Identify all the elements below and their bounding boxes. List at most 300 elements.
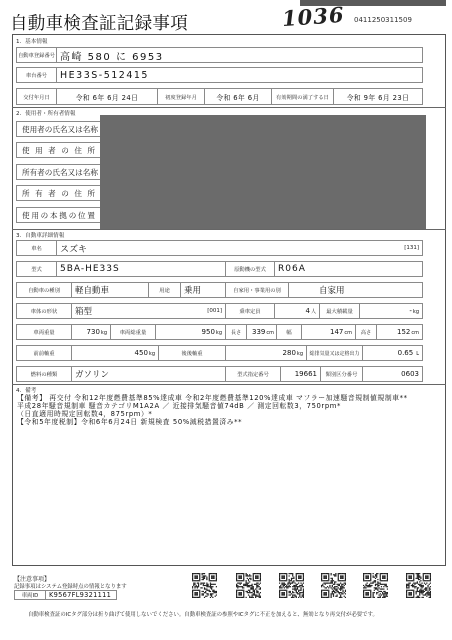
- qr-module: [406, 590, 407, 591]
- qr-module: [387, 592, 388, 593]
- qr-module: [341, 580, 342, 581]
- width-value: [301, 324, 356, 340]
- qr-module: [426, 575, 427, 576]
- qr-module: [289, 591, 290, 592]
- qr-module: [209, 577, 210, 578]
- qr-module: [194, 594, 195, 595]
- qr-module: [332, 580, 333, 581]
- qr-module: [196, 590, 197, 591]
- qr-code: [192, 573, 217, 598]
- qr-module: [248, 586, 249, 587]
- qr-module: [286, 573, 287, 574]
- qr-module: [243, 587, 244, 588]
- qr-module: [345, 575, 346, 576]
- max-load-number: -: [409, 307, 412, 315]
- qr-module: [253, 587, 254, 588]
- capacity-number: 4: [305, 307, 310, 315]
- qr-module: [253, 588, 254, 589]
- qr-code: [321, 573, 346, 598]
- qr-module: [246, 591, 247, 592]
- qr-module: [216, 574, 217, 575]
- qr-module: [237, 583, 238, 584]
- qr-module: [260, 587, 261, 588]
- qr-module: [192, 574, 193, 575]
- qr-module: [284, 592, 285, 593]
- document-title: 自動車検査証記録事項: [10, 14, 188, 34]
- qr-module: [332, 585, 333, 586]
- qr-module: [406, 586, 407, 587]
- qr-module: [303, 573, 304, 574]
- qr-module: [243, 591, 244, 592]
- vehicle-id-value: K9567FL9321111: [45, 590, 117, 600]
- qr-module: [376, 584, 377, 585]
- length-number: 339: [252, 328, 266, 336]
- qr-module: [430, 594, 431, 595]
- qr-module: [255, 588, 256, 589]
- qr-module: [286, 574, 287, 575]
- qr-module: [332, 586, 333, 587]
- qr-module: [279, 592, 280, 593]
- qr-module: [328, 577, 329, 578]
- qr-module: [303, 590, 304, 591]
- qr-module: [303, 575, 304, 576]
- height-unit: cm: [411, 330, 419, 336]
- qr-module: [203, 573, 204, 574]
- section-divider: [12, 229, 446, 230]
- qr-module: [384, 585, 385, 586]
- qr-module: [344, 587, 345, 588]
- qr-module: [321, 596, 322, 597]
- qr-module: [260, 583, 261, 584]
- qr-module: [340, 588, 341, 589]
- qr-module: [369, 586, 370, 587]
- qr-module: [427, 580, 428, 581]
- qr-module: [292, 581, 293, 582]
- owner-address-label: [16, 185, 101, 201]
- qr-module: [328, 590, 329, 591]
- qr-module: [215, 596, 216, 597]
- qr-module: [296, 584, 297, 585]
- qr-module: [378, 585, 379, 586]
- qr-module: [243, 597, 244, 598]
- qr-module: [279, 578, 280, 579]
- qr-module: [199, 575, 200, 576]
- registration-number-label: 自動車登録番号: [16, 47, 57, 63]
- qr-module: [363, 593, 364, 594]
- qr-module: [291, 579, 292, 580]
- qr-module: [384, 597, 385, 598]
- qr-module: [297, 592, 298, 593]
- qr-module: [345, 580, 346, 581]
- qr-module: [406, 594, 407, 595]
- qr-module: [382, 588, 383, 589]
- qr-module: [339, 597, 340, 598]
- qr-module: [421, 586, 422, 587]
- qr-module: [416, 592, 417, 593]
- vehicle-id-label: 車両ID: [14, 590, 46, 600]
- qr-module: [289, 594, 290, 595]
- qr-module: [425, 584, 426, 585]
- qr-module: [294, 583, 295, 584]
- qr-module: [386, 592, 387, 593]
- qr-module: [240, 573, 241, 574]
- qr-module: [332, 581, 333, 582]
- qr-module: [411, 590, 412, 591]
- qr-module: [246, 581, 247, 582]
- qr-module: [294, 596, 295, 597]
- qr-module: [416, 591, 417, 592]
- qr-module: [375, 580, 376, 581]
- qr-module: [332, 592, 333, 593]
- qr-module: [284, 584, 285, 585]
- qr-module: [298, 591, 299, 592]
- qr-module: [290, 586, 291, 587]
- qr-module: [192, 591, 193, 592]
- qr-module: [328, 596, 329, 597]
- qr-module: [420, 584, 421, 585]
- qr-module: [340, 573, 341, 574]
- qr-module: [202, 573, 203, 574]
- qr-module: [380, 578, 381, 579]
- qr-module: [368, 578, 369, 579]
- qr-module: [338, 573, 339, 574]
- qr-module: [340, 590, 341, 591]
- qr-module: [257, 583, 258, 584]
- section-basic-heading: 1．基本情報: [16, 39, 48, 45]
- qr-module: [285, 586, 286, 587]
- qr-module: [260, 578, 261, 579]
- qr-module: [290, 580, 291, 581]
- qr-module: [212, 577, 213, 578]
- qr-module: [426, 588, 427, 589]
- qr-module: [408, 590, 409, 591]
- gross-weight-unit: kg: [215, 330, 222, 336]
- qr-module: [251, 584, 252, 585]
- qr-module: [338, 592, 339, 593]
- qr-module: [256, 587, 257, 588]
- qr-module: [406, 573, 407, 574]
- qr-module: [387, 596, 388, 597]
- qr-module: [197, 580, 198, 581]
- qr-module: [411, 575, 412, 576]
- qr-module: [408, 593, 409, 594]
- qr-module: [236, 585, 237, 586]
- qr-module: [321, 593, 322, 594]
- qr-module: [296, 578, 297, 579]
- qr-module: [241, 594, 242, 595]
- qr-module: [426, 590, 427, 591]
- qr-module: [238, 594, 239, 595]
- qr-module: [380, 575, 381, 576]
- qr-module: [248, 575, 249, 576]
- qr-module: [241, 578, 242, 579]
- qr-module: [417, 587, 418, 588]
- qr-module: [423, 597, 424, 598]
- qr-module: [284, 577, 285, 578]
- qr-module: [376, 575, 377, 576]
- qr-module: [334, 587, 335, 588]
- qr-module: [284, 573, 285, 574]
- qr-module: [342, 577, 343, 578]
- qr-module: [321, 575, 322, 576]
- qr-module: [365, 592, 366, 593]
- qr-module: [197, 573, 198, 574]
- qr-module: [321, 586, 322, 587]
- qr-module: [425, 594, 426, 595]
- qr-module: [364, 590, 365, 591]
- qr-module: [328, 597, 329, 598]
- qr-module: [411, 573, 412, 574]
- qr-module: [421, 587, 422, 588]
- qr-module: [280, 585, 281, 586]
- qr-module: [413, 591, 414, 592]
- qr-module: [369, 597, 370, 598]
- qr-module: [331, 581, 332, 582]
- rear-axle-weight-value: [225, 345, 307, 361]
- qr-module: [427, 577, 428, 578]
- qr-module: [382, 580, 383, 581]
- section-divider: [12, 384, 446, 385]
- qr-module: [375, 581, 376, 582]
- qr-module: [421, 597, 422, 598]
- qr-module: [376, 588, 377, 589]
- qr-module: [371, 585, 372, 586]
- qr-module: [237, 586, 238, 587]
- qr-module: [426, 596, 427, 597]
- qr-module: [246, 573, 247, 574]
- qr-module: [254, 593, 255, 594]
- qr-module: [328, 579, 329, 580]
- qr-module: [302, 596, 303, 597]
- qr-module: [367, 593, 368, 594]
- qr-module: [248, 590, 249, 591]
- qr-module: [335, 586, 336, 587]
- qr-module: [342, 586, 343, 587]
- qr-module: [367, 586, 368, 587]
- qr-module: [279, 583, 280, 584]
- qr-module: [249, 574, 250, 575]
- maker-code: [131]: [404, 245, 419, 251]
- qr-module: [426, 578, 427, 579]
- qr-module: [212, 573, 213, 574]
- qr-module: [207, 586, 208, 587]
- qr-module: [413, 592, 414, 593]
- qr-module: [321, 574, 322, 575]
- qr-module: [378, 591, 379, 592]
- qr-module: [418, 597, 419, 598]
- qr-module: [325, 575, 326, 576]
- qr-module: [298, 586, 299, 587]
- qr-module: [281, 584, 282, 585]
- qr-module: [413, 583, 414, 584]
- qr-module: [198, 586, 199, 587]
- qr-module: [344, 592, 345, 593]
- qr-module: [326, 597, 327, 598]
- qr-module: [384, 593, 385, 594]
- qr-module: [285, 584, 286, 585]
- qr-module: [243, 577, 244, 578]
- chassis-number-label: 車台番号: [16, 67, 57, 83]
- qr-module: [413, 593, 414, 594]
- qr-module: [420, 586, 421, 587]
- qr-module: [336, 590, 337, 591]
- qr-module: [294, 585, 295, 586]
- qr-module: [406, 592, 407, 593]
- qr-module: [406, 587, 407, 588]
- qr-module: [373, 596, 374, 597]
- qr-module: [386, 584, 387, 585]
- qr-module: [237, 573, 238, 574]
- qr-module: [209, 573, 210, 574]
- qr-module: [427, 592, 428, 593]
- qr-module: [204, 587, 205, 588]
- qr-module: [373, 597, 374, 598]
- qr-module: [212, 591, 213, 592]
- qr-module: [331, 580, 332, 581]
- qr-module: [291, 583, 292, 584]
- issue-date-value: 令和 6年 6月 24日: [56, 88, 158, 105]
- qr-module: [243, 594, 244, 595]
- qr-module: [250, 575, 251, 576]
- qr-module: [200, 583, 201, 584]
- qr-module: [377, 597, 378, 598]
- qr-module: [383, 573, 384, 574]
- qr-module: [333, 594, 334, 595]
- qr-module: [387, 577, 388, 578]
- qr-module: [406, 575, 407, 576]
- qr-module: [429, 580, 430, 581]
- model-value: 5BA-HE33S: [56, 261, 226, 277]
- length-value: [246, 324, 277, 340]
- qr-module: [421, 592, 422, 593]
- max-load-value: [359, 303, 423, 319]
- qr-module: [373, 581, 374, 582]
- qr-module: [210, 573, 211, 574]
- qr-module: [303, 591, 304, 592]
- qr-module: [413, 597, 414, 598]
- qr-module: [279, 579, 280, 580]
- qr-module: [371, 583, 372, 584]
- qr-module: [250, 578, 251, 579]
- qr-module: [384, 580, 385, 581]
- qr-module: [247, 574, 248, 575]
- qr-module: [192, 577, 193, 578]
- qr-module: [296, 575, 297, 576]
- qr-module: [192, 573, 193, 574]
- qr-module: [377, 588, 378, 589]
- qr-module: [321, 591, 322, 592]
- qr-module: [413, 578, 414, 579]
- qr-module: [216, 579, 217, 580]
- qr-module: [381, 586, 382, 587]
- qr-module: [341, 585, 342, 586]
- qr-module: [248, 585, 249, 586]
- qr-module: [293, 592, 294, 593]
- qr-module: [418, 574, 419, 575]
- qr-module: [259, 593, 260, 594]
- qr-module: [364, 573, 365, 574]
- qr-module: [291, 597, 292, 598]
- qr-module: [328, 594, 329, 595]
- qr-module: [253, 579, 254, 580]
- notes-heading: 【注意事項】: [14, 576, 51, 583]
- qr-module: [194, 583, 195, 584]
- registration-number-value: 高崎 580 に 6953: [56, 47, 423, 63]
- qr-module: [290, 592, 291, 593]
- qr-module: [287, 587, 288, 588]
- qr-module: [300, 597, 301, 598]
- qr-module: [374, 581, 375, 582]
- qr-module: [286, 580, 287, 581]
- category-number-label: 類別区分番号: [320, 366, 363, 382]
- model-label: 型式: [16, 261, 57, 277]
- qr-module: [193, 584, 194, 585]
- qr-module: [327, 583, 328, 584]
- qr-module: [297, 584, 298, 585]
- qr-module: [377, 590, 378, 591]
- issue-date-label: 交付年月日: [16, 88, 57, 105]
- qr-module: [209, 579, 210, 580]
- qr-module: [328, 578, 329, 579]
- qr-module: [204, 583, 205, 584]
- qr-module: [298, 573, 299, 574]
- qr-module: [256, 578, 257, 579]
- qr-module: [294, 594, 295, 595]
- category-value: 軽自動車: [71, 282, 149, 298]
- qr-module: [212, 597, 213, 598]
- qr-module: [325, 587, 326, 588]
- qr-module: [236, 575, 237, 576]
- qr-module: [376, 592, 377, 593]
- qr-module: [345, 574, 346, 575]
- qr-module: [335, 590, 336, 591]
- user-address-label-text: 使用者の住所: [22, 145, 95, 155]
- qr-module: [383, 575, 384, 576]
- qr-module: [370, 594, 371, 595]
- qr-module: [334, 586, 335, 587]
- qr-module: [321, 578, 322, 579]
- qr-module: [212, 580, 213, 581]
- qr-module: [292, 591, 293, 592]
- qr-module: [363, 577, 364, 578]
- qr-module: [216, 578, 217, 579]
- qr-module: [257, 592, 258, 593]
- qr-module: [260, 592, 261, 593]
- qr-module: [247, 583, 248, 584]
- qr-module: [386, 596, 387, 597]
- qr-module: [255, 575, 256, 576]
- qr-module: [251, 588, 252, 589]
- qr-code: [406, 573, 431, 598]
- qr-module: [412, 580, 413, 581]
- qr-module: [249, 596, 250, 597]
- qr-module: [242, 587, 243, 588]
- qr-module: [323, 593, 324, 594]
- qr-module: [199, 574, 200, 575]
- qr-module: [242, 590, 243, 591]
- qr-module: [204, 585, 205, 586]
- qr-module: [240, 577, 241, 578]
- qr-module: [202, 574, 203, 575]
- qr-module: [380, 577, 381, 578]
- rear-axle-weight-number: 280: [282, 349, 296, 357]
- qr-module: [193, 585, 194, 586]
- qr-module: [198, 597, 199, 598]
- qr-module: [192, 586, 193, 587]
- qr-module: [254, 591, 255, 592]
- qr-module: [326, 575, 327, 576]
- qr-module: [238, 597, 239, 598]
